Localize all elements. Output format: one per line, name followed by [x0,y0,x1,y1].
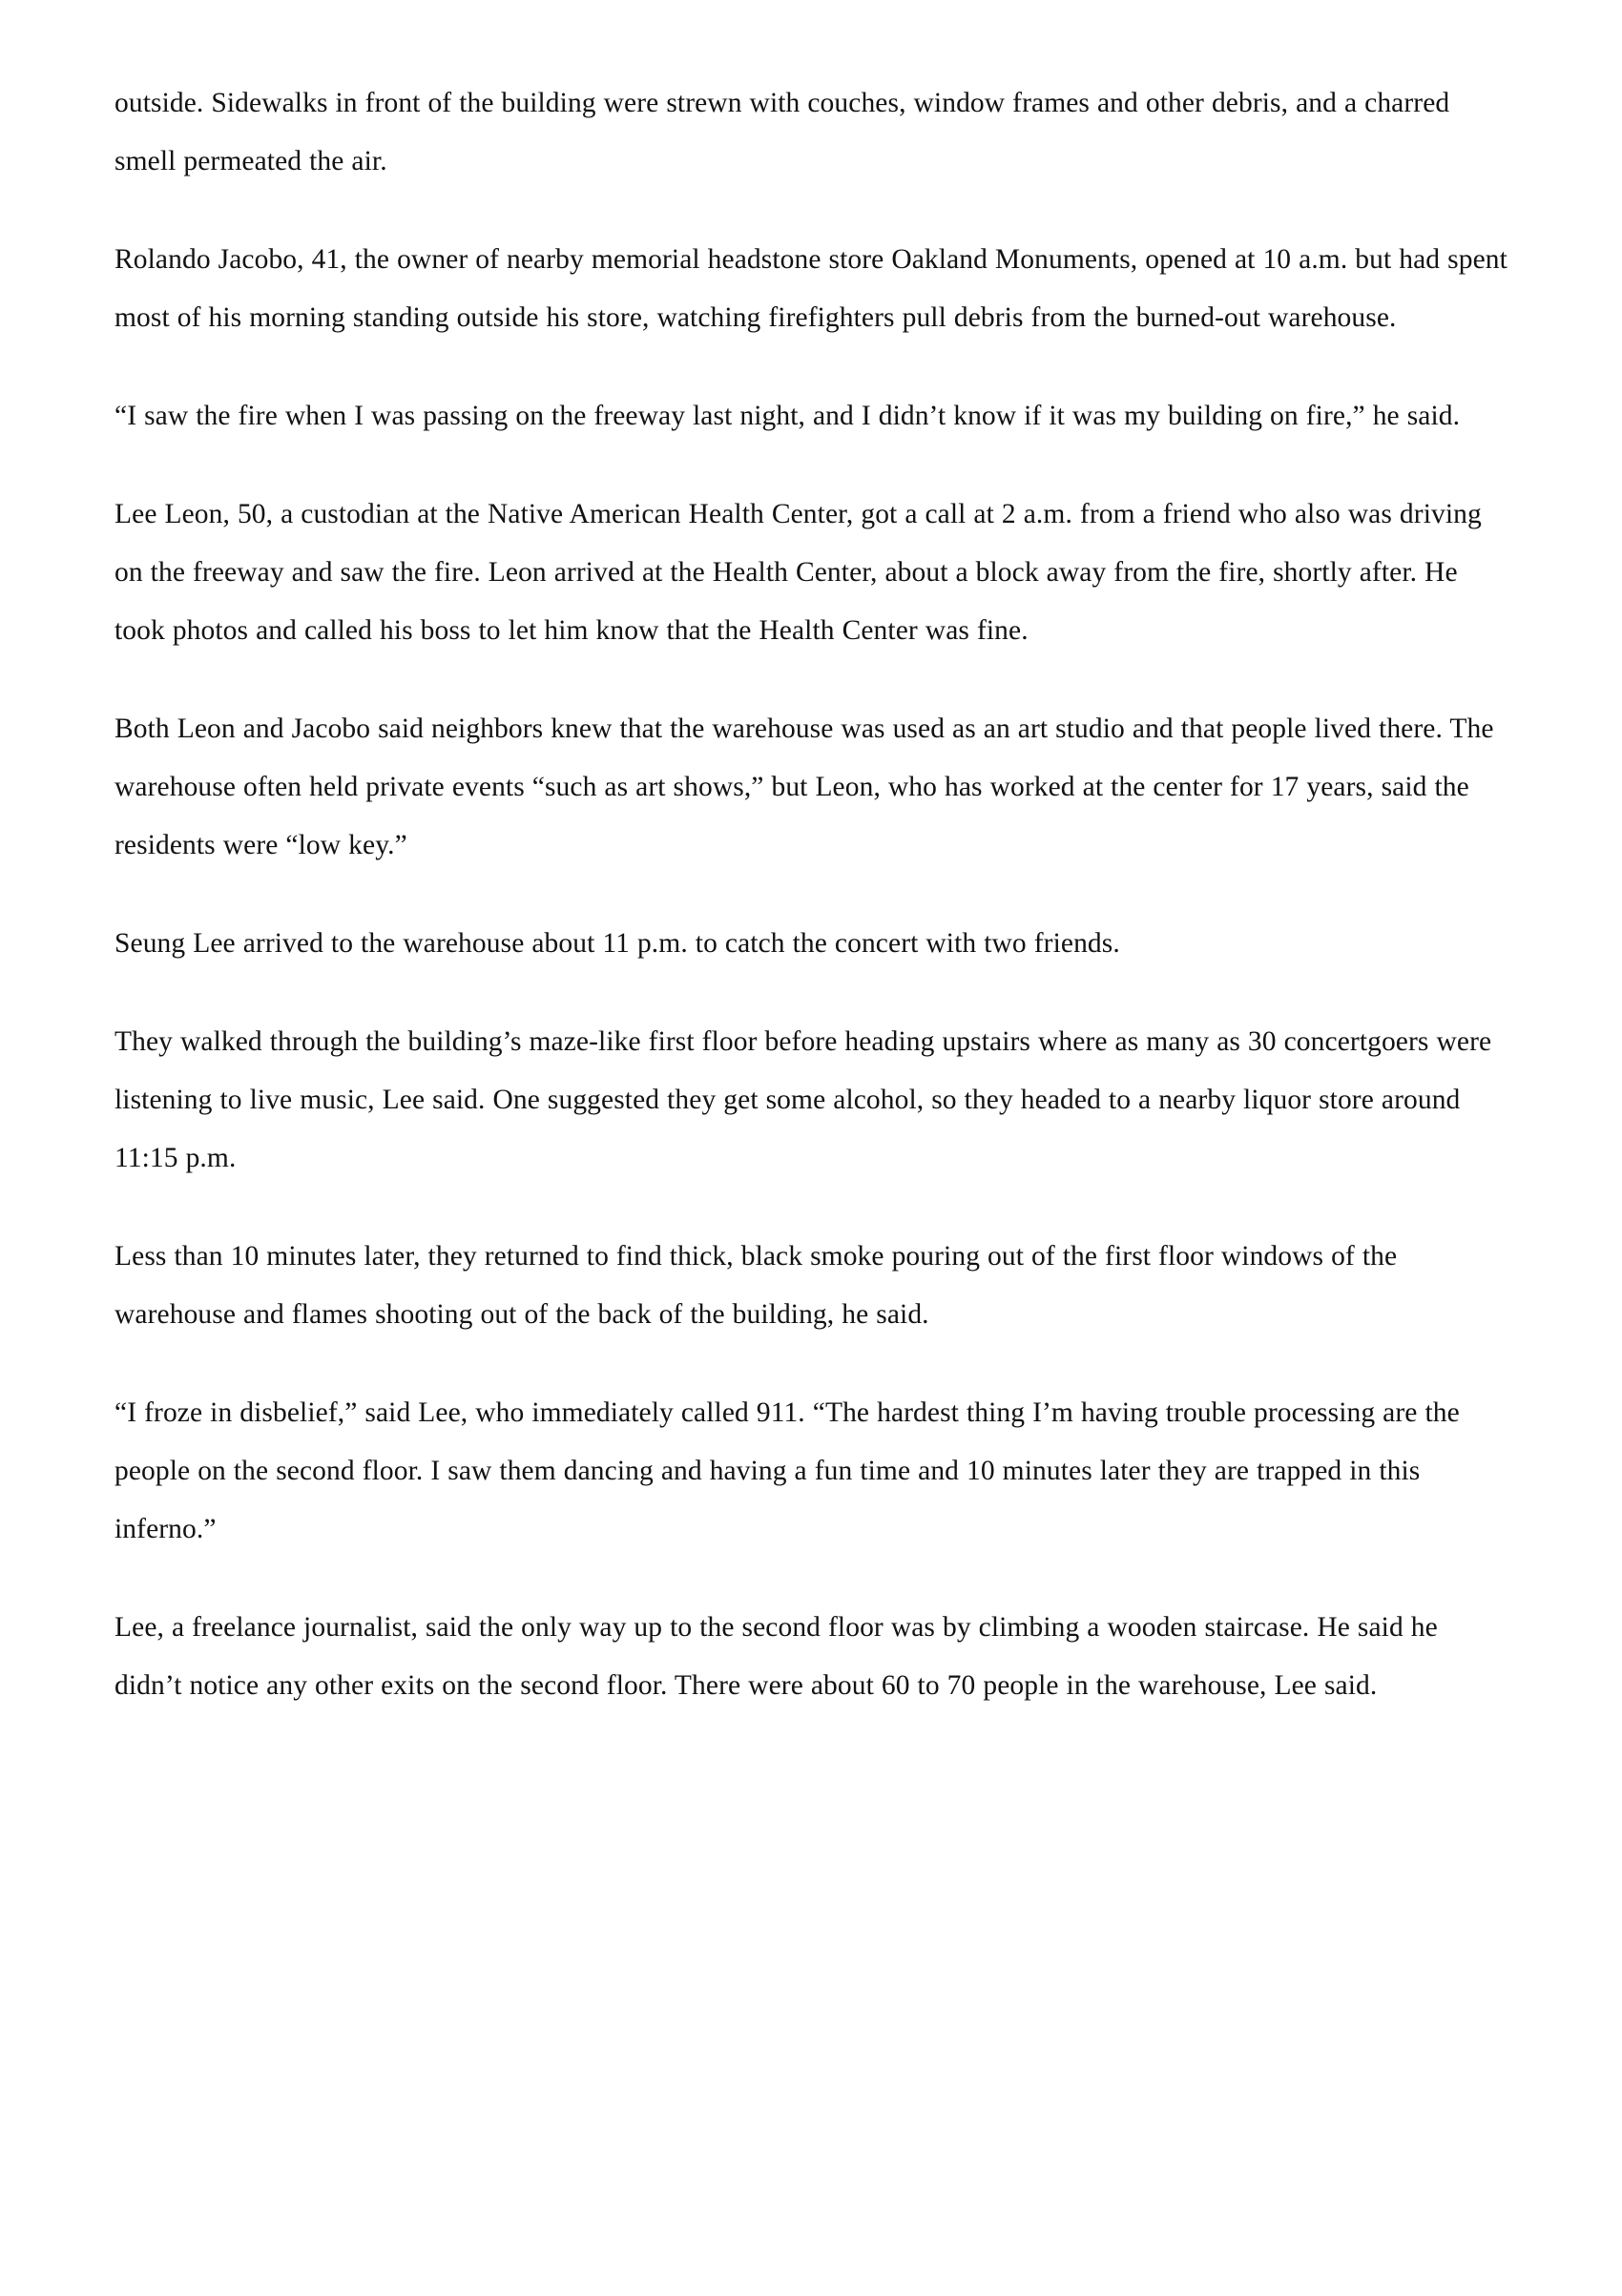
article-paragraph: Seung Lee arrived to the warehouse about 11 p.m. to catch the concert with two friends. [114,928,1120,959]
article-paragraph: Lee Leon, 50, a custodian at the Native American Health Center, got a call at 2 a.m. from a friend who also was driving on the freeway and saw the fire. Leon arrived at the Health Center, about a block away from the fire, shortly after. He took photos and called his boss to let him know that the Health Center was fine. [114,499,1482,646]
article-paragraph: They walked through the building’s maze-like first floor before heading upstairs where as many as 30 concertgoers were listening to live music, Lee said. One suggested they get some alcohol, so they headed to a nearby liquor store around 11:15 p.m. [114,1026,1492,1173]
article-paragraph: Both Leon and Jacobo said neighbors knew that the warehouse was used as an art studio and that people lived there. The warehouse often held private events “such as art shows,” but Leon, who has worked at the center for 17 years, said the residents were “low key.” [114,714,1494,860]
article-paragraph: Less than 10 minutes later, they returned to find thick, black smoke pouring out of the first floor windows of the warehouse and flames shooting out of the back of the building, he said. [114,1241,1398,1330]
article-paragraph: outside. Sidewalks in front of the building were strewn with couches, window frames and other debris, and a charred smell permeated the air. [114,88,1450,176]
article-paragraph: Lee, a freelance journalist, said the only way up to the second floor was by climbing a wooden staircase. He said he didn’t notice any other exits on the second floor. There were about 60 to 70 people in the warehouse, Lee said. [114,1612,1438,1701]
article-paragraph: Rolando Jacobo, 41, the owner of nearby memorial headstone store Oakland Monuments, opened at 10 a.m. but had spent most of his morning standing outside his store, watching firefighters pull debris from the burned-out warehouse. [114,244,1508,333]
article-paragraph: “I froze in disbelief,” said Lee, who immediately called 911. “The hardest thing I’m having trouble processing are the people on the second floor. I saw them dancing and having a fun time and 10 minutes later they are trapped in this inferno.” [114,1397,1460,1544]
article-paragraph: “I saw the fire when I was passing on the freeway last night, and I didn’t know if it was my building on fire,” he said. [114,401,1461,431]
article-body [114,74,1508,1715]
